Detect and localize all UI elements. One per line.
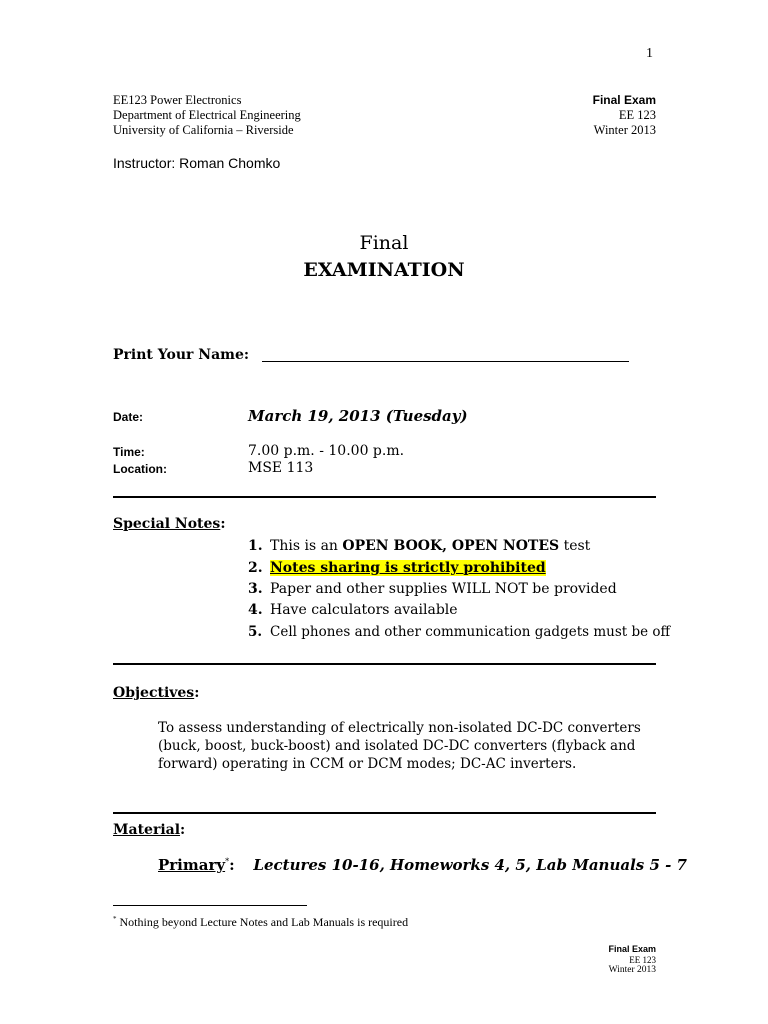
page-number: 1 xyxy=(646,46,653,61)
special-note-item xyxy=(248,624,670,640)
header-university: University of California – Riverside xyxy=(113,123,294,137)
location-value: MSE 113 xyxy=(248,460,314,476)
title-final: Final xyxy=(359,232,409,254)
title-examination: EXAMINATION xyxy=(303,259,465,281)
time-value: 7.00 p.m. - 10.00 p.m. xyxy=(248,443,405,459)
special-notes-colon: : xyxy=(220,516,226,532)
primary-value: Lectures 10-16, Homeworks 4, 5, Lab Manuals 5 - 7 xyxy=(253,856,687,874)
special-notes-heading xyxy=(113,516,225,532)
special-note-number: 4. xyxy=(248,602,263,618)
time-label: Time: xyxy=(113,445,145,459)
objectives-colon: : xyxy=(194,685,200,701)
objectives-line: To assess understanding of electrically non-isolated DC-DC converters xyxy=(158,720,641,736)
special-note-number: 5. xyxy=(248,624,263,640)
special-notes-heading-text: Special Notes xyxy=(113,516,221,532)
footer-exam-title: Final Exam xyxy=(608,944,656,954)
footnote-separator xyxy=(113,905,307,906)
objectives-line: (buck, boost, buck-boost) and isolated DC-DC converters (flyback and xyxy=(158,738,636,754)
print-name-label xyxy=(113,347,249,363)
footnote-mark: * xyxy=(113,915,117,923)
header-course: EE123 Power Electronics xyxy=(113,93,242,107)
print-name-input[interactable] xyxy=(262,361,629,362)
material-heading-text: Material xyxy=(113,822,181,838)
header-exam-course: EE 123 xyxy=(618,108,656,122)
divider xyxy=(113,663,656,665)
footer-course: EE 123 xyxy=(629,955,656,965)
footer-term: Winter 2013 xyxy=(608,965,656,975)
print-name-colon: : xyxy=(243,347,250,363)
objectives-heading-text: Objectives xyxy=(113,685,195,701)
special-note-item xyxy=(248,581,617,597)
header-exam-term: Winter 2013 xyxy=(593,123,656,137)
objectives-line: forward) operating in CCM or DCM modes; DC-AC inverters. xyxy=(158,756,577,772)
footnote-text: Nothing beyond Lecture Notes and Lab Manuals is required xyxy=(116,915,409,929)
header-exam-title: Final Exam xyxy=(592,93,656,107)
header-department: Department of Electrical Engineering xyxy=(113,108,301,122)
special-note-text: Have calculators available xyxy=(270,602,458,618)
date-label: Date: xyxy=(113,410,144,424)
special-note-item xyxy=(248,538,590,554)
special-note-highlight: Notes sharing is strictly prohibited xyxy=(270,560,546,576)
material-colon: : xyxy=(180,822,186,838)
special-note-number: 2. xyxy=(248,560,263,576)
special-note-text: Paper and other supplies WILL NOT be provided xyxy=(270,581,617,597)
footnote-marker: * xyxy=(225,857,230,866)
objectives-heading xyxy=(113,685,199,701)
primary-label: Primary xyxy=(158,856,226,874)
primary-colon: : xyxy=(229,856,235,874)
special-note-number: 3. xyxy=(248,581,263,597)
primary-material xyxy=(158,856,687,874)
divider xyxy=(113,812,656,814)
print-name-label-text: Print Your Name xyxy=(113,347,244,363)
footnote xyxy=(113,915,408,930)
special-note-item xyxy=(248,602,458,618)
special-note-number: 1. xyxy=(248,538,263,554)
special-note-item xyxy=(248,560,546,576)
special-note-text: Cell phones and other communication gadgets must be off xyxy=(270,624,671,640)
special-note-text: test xyxy=(559,538,591,554)
special-note-emphasis: OPEN BOOK, OPEN NOTES xyxy=(342,538,560,554)
material-heading xyxy=(113,822,185,838)
special-note-text: This is an xyxy=(270,538,343,554)
date-value: March 19, 2013 (Tuesday) xyxy=(248,407,468,425)
location-label: Location: xyxy=(113,462,167,476)
instructor: Instructor: Roman Chomko xyxy=(113,155,281,171)
divider xyxy=(113,496,656,498)
